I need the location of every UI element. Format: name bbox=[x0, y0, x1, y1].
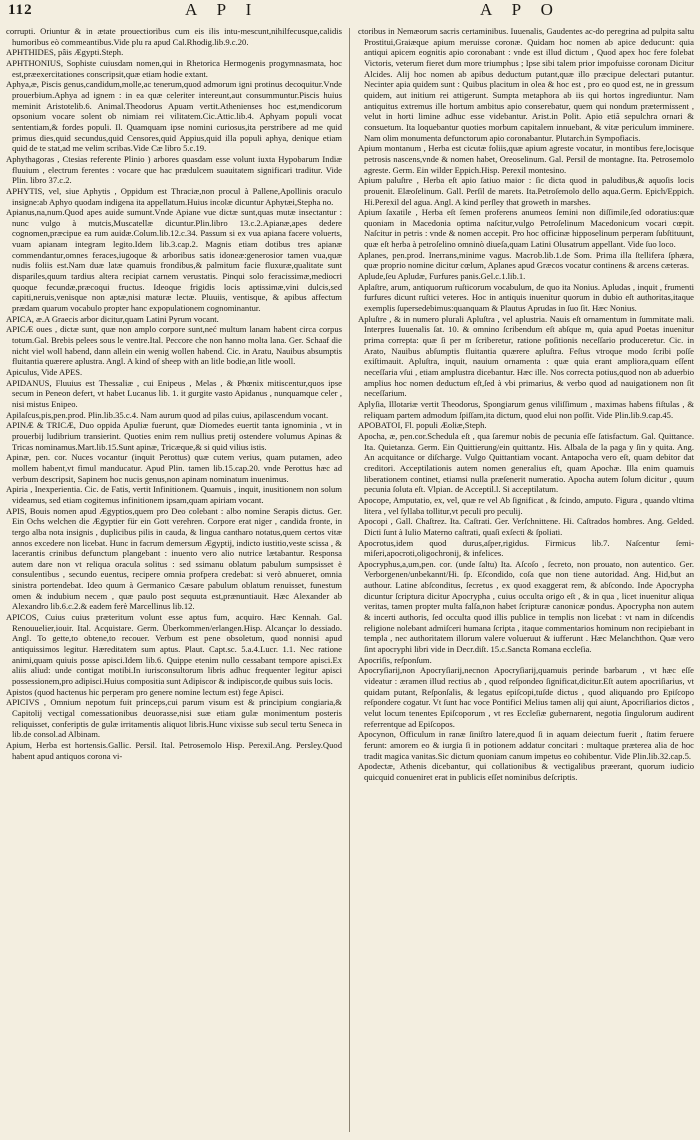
entry: Apocrotus,idem quod durus,aſper,rigidus. Firmicus lib.7. Naſcentur ſemi-miſeri,apocroti,oligochronij, & infelices. bbox=[358, 537, 694, 559]
page-number: 112 bbox=[8, 2, 33, 18]
entry: APHTHIDES, pâis Ægypti.Steph. bbox=[6, 47, 124, 58]
column-divider bbox=[349, 28, 350, 1132]
entry: APHYTIS, vel, siue Aphytis , Oppidum est Thraciæ,non procul à Pallene,Apollinis oraculo insigne:ab Aphyo quodam indigena ita appellatum.Huius incolæ dicuntur Aphytæi,Stepha no. bbox=[6, 185, 342, 207]
page-header bbox=[0, 0, 700, 26]
entry: Apium ſaxatile , Herba eſt ſemen proferens anumeos ſemini non diſſimile,ſed odoratius:quæ quoniam in Macedonia optima naſcitur,vulgo Petroſelinum Macedonicum vocari cœpit. Naſcitur in petris : vnde & nomen accepit. Pro hoc officinæ hipposelinum perperam ſubſtituunt, quæ eſt herba à petroſelino omninò diueſa,quam Latini Olusatrum appellant. Vide ſuo loco. bbox=[358, 207, 694, 250]
entry: Apium paluſtre , Herba eſt apio ſatiuo maior : ſic dicta quod in paludibus,& aquoſis locis prouenit. Elæoſelinum. Gall. Perſil de marets. Ita.Petroſemolo dello aqua.Germ. Epich/Eppich. Hi.Perexil del agua. Angl. A kind perſley that groweth in marshes. bbox=[358, 175, 694, 207]
entry: Aplaſtre, arum, antiquorum ruſticorum vocabulum, de quo ita Nonius. Apludas , inquit , frumenti furfures dicunt ruſtici veteres. Hoc in antiquis inuenitur quorum in dubio eſt authoritas,itaque exemplis ſupersedebimus:quanquam & Plautus Aprudas in ſuo ſit. Hæc Nonius. bbox=[358, 281, 694, 314]
entry: Apianus,na,num.Quod apes auide sumunt.Vnde Apiane vue dictæ sunt,quas mutæ insectantur : nunc vulgo à mutcis,Muscatellæ dicuntur.Plin.libro 13.c.2.Apianæ,apes dedere cognomen,præcipue ea rum auidæ.Colum.lib.12.c.34. Passum si ex vua apiana facere voluerts, vuam apianam integram legito.Idem lib.3.cap.2. Magnis etiam dotibus tres apianæ commendantur,omnes feraces,iugoque & arboribus satis idoneæ:generosior tamen vua,quæ nudis foliis est.Nam duæ latæ quamuis frondibus,& palmitum facie fluxuræ,qualitate sunt dispariles,quum tardius altera recipiat carnem verustatis. Pinqui solo feracissimæ,mediocri quoque fecundæ,præcoqui fructus. Ideoque frigidis locis aptissimæ,vini dulcis,sed capiti,neruis,venisque non aptæ,nisi maturæ lectæ. Pluuiis, ventisque, & apibus affectum prædam quarum vocabulo propter hanc expopulationem cognominantur. bbox=[6, 207, 342, 314]
entry: Apocryſiarij,non Apocryſiarij,necnon Apocryſiarij,quamuis perinde barbarum , vt hæc eſſe videatur : æramen illud rectius ab , quod reſpondeo ſignificat,dicitur.Eſt autem apocriſiarius, vt quidam putant, Reſponſalis, & legatus epiſcopi,tuſde dictus , quod aliquando pro Epiſcopo reſpondere cogatur. Vt ſunt hac voce Pontifici Melius tamen alij qui aiunt, Apocriſiarios dictos , velut locum tenentes Epiſcoporum , vt res Eccleſiæ gubernarent, negotia ſingulorum audirent referrentque ad Epiſcopos. bbox=[358, 665, 694, 729]
entry: APHTHONIUS, Sophiste cuiusdam nomen,qui in Rhetorica Hermogenis progymnasmata, hoc est,præexercitationes conscripsit,quæ etiam hodie extant. bbox=[6, 57, 342, 79]
entry: Apistos (quod hactenus hic perperam pro genere nomine lectum est) fege Apisci. bbox=[6, 686, 284, 697]
entry: APICIVS , Omnium nepotum fuit princeps,cui parum visum est & principium congiaria,& Capitolij vectigal comessationibus deuorasse,nisi suæ etiam gulæ monimentum posteris reliquisset, conferiptis de gulæ irritamentis aliquot libris.Hunc vixisse sub secul tertu Seneca in lib.de consol.ad Albinam. bbox=[6, 697, 342, 740]
entry: Apocryphus,a,um,pen. cor. (unde ſaltu) Ita. Aſcoſo , ſecreto, non prouato, non autentico. Ger. Verborgenen/unbekannt/Hi. ſp. Eſcondido, coſa que non tiene autoridad. Ang. Hid,but an authour. Latine abſconditus, ſecretus , ex quod exaggerat rem, & abſcondo. Inde Apocrypha dicuntur ſcriptura dicitur Apocrypha , cuius occulta origo eſt , & in qua , licet inuenitur aliqua veritas, tamen propter multa falſa,non habet ſcripturæ canonicæ pondus. Apocrypha non autem & incerti authoris, ſed occulta quod illis publice in templis non licebat : vt nam in diſcendis religione nolebant admiſceri humana ſcripta , itaque commentarios hominum non recipiebant in templa , nec authoritatem illorum valere volueruut & iufferunt . Hæc Melanchthon. Quæ vero ſint apocryphi libri vide in Decr.diſt. 15.c.Sancta Romana eccleſia. bbox=[358, 558, 694, 655]
entry: Aplyſia, Illotariæ vertit Theodorus, Spongiarum genus viliſſimum , maximas habens fiſtulas , & reliquam partem admodum ſpiſſam,ita dictum, quod elui non poſſit. Vide Plin.lib.9.cap.45. bbox=[358, 398, 694, 420]
entry: Apocope, Amputatio, ex, vel, quæ re vel Ab ſignificat , & ſcindo, amputo. Figura , quando vltima litera , vel ſyllaba tollitur,vt peculi pro peculij. bbox=[358, 494, 694, 516]
entry: ctoribus in Nemæorum sacris certaminibus. Iuuenalis, Gaudentes ac-do peregrina ad pulpita saltu Prostitui,Graiæque apium meruisse coronæ. Quidam hoc nomen ab apice deducunt: quia antiqui apicem eognitis apio coronabant : vnde est illud dictum , Quod apex hoc fere folebat Victoris, veterum fieret dum more triumphus ; Ipse sibi talem prior impofuisse coronam Dicitur Alcides. Alij hoc nomen ab apibus deductum putant,quæ illo præcipue delectari putantur. Necinter apia quidem sunt : Quibus placitum in olea & hoc est , pro eo quod est, ne in gressum quidem, aut initium rei attigerunt. Sumpta metaphora ab iis qui hortos ingrediuntur. Nam antiquitus extremus ille hortum ambitus apio conserebatur, quem qui nondum prætermissent , velut in horti limine adhuc esse videbantur. Arist.in Polit. Apio etiā sepulchra ornari & consuetum. Ita loquebantur quoties morbum capitalem innuebant, & vitæ periculum imminere. Nam olim monumenta defunctorum apio coronabantur. Plutarch.in Sympofiacis. bbox=[358, 26, 694, 143]
entry: Apluſtre , & in numero plurali Apluſtra , vel aplustria. Nauis eſt ornamentum in ſummitate mali. Interpres Iuuenalis ſat. 10. & omnino ſcribendum eſt abſque m, quia apud Poetas inuenitur prima correpta: quæ ſi per m ſcriberetur, ratione poſitionis neceſſario produceretur. Cic. in Arato, Nauibus abſumptis fluitantia quærere apluſtra. Feſtus vtroque modo ſcribi poſſe exiſtimauit. Apluſtra, inquit, nauium ornamenta : quæ quia erant ampliora,quam eſſent neceſſaria vſui , etiam amplustra dicebantur. Hæc ille. Nos correcta potius,quod non ab aduerbio amplius hoc nomen deductum eſt,ſed à vbi primarius, & verbo quod ad nauigationem non ſit neceſſarium. bbox=[358, 313, 694, 399]
entry: corrupti. Oriuntur & in ætate prouectioribus cum eis ilis intu-mescunt,nihilfecusque,calidis humoribus eò commeantibus.Vide plu ra apud Cal.Rhodig.lib.9.c.20. bbox=[6, 26, 342, 47]
entry: APICA, æ.A Graecis arbor dicitur,quam Latini Pyrum vocant. bbox=[6, 313, 219, 324]
entry: Apinæ, pen. cor. Nuces vocantur (inquit Perottus) quæ cutem verius, quam putamen, adeo mollem habent,vt fimul manducatur. Apud Plin. tamen lib.15.cap.20. vnde Perottus hæc ad verbum descripsit, Sapinem hoc nucis genus,non apinam nominatum inuenimus. bbox=[6, 452, 342, 484]
entry: Apilaſcus,pis,pen.prod. Plin.lib.35.c.4. Nam aurum quod ad pilas cuius, apilascendum vocant. bbox=[6, 409, 329, 420]
entry: Apiculus, Vide APES. bbox=[6, 367, 83, 377]
entry: Apodectæ, Athenis dicebantur, qui collationibus & vectigalibus præerant, quorum iudicio quicquid conueniret erat in publicis eſſet nominibus deſcriptis. bbox=[358, 761, 694, 782]
entry: Apiria , Inexperientia. Cic. de Fatis, vertit Infinitionem. Quamuis , inquit, inusitionem non solum videamus, sed etiam cogitemus infinitionem ipsam,quam apiriam vocant. bbox=[6, 484, 342, 505]
entry: Apium montanum , Herba est cicutæ foliis,quæ apium agreste vocatur, in montibus fere,locisque petrosis nascens,vnde & nomen habet, Oreoselinum. Gal. Persil de montagne. Ita. Petrosemolo agreste. Germ. Ein wilder Eppich.Hisp. Perexil montesino. bbox=[358, 143, 694, 175]
entry: Aphya,æ, Piscis genus,candidum,molle,ac tenerum,quod admorum igni protinus decoquitur.Vnde prouerbium.Aphya ad ignem : in ea quæ celeriter intereunt,aut consummuntur.Piscis huius meminit Aristotelib.6. Animal.Theodorus Apuam vertit.Athenienses hoc est,mendicorum opsonium vocare solent ob nimiam rei vilitatem.Cic.Attic.lib.4. Aphyam populi vocat sententiam,& fordes populi. Il. Quamquam ipse nomini curiosus,ita perstribere ad me quid primus dies,quid secundus,quid Censores,quid Appius,quid illa populi aphya, denique etiam quid de te stat,ad me velim scribas.Vide Cæ libro 5.c.19. bbox=[6, 79, 342, 154]
entry: APIS, Bouis nomen apud Ægyptios,quem pro Deo colebant : albo nomine Serapis dictus. Ger. Ein Ochs welchen die Ægyptier für ein Gott verehren. Corpore erat niger , candida fronte, in tergo alba nota insignis , duplicibus pilis in cauda, & lingua cantharo notatus,quem certos vitæ annos excedere non licebat. Hunc in facrum demersum Ægyptij, indicto iustitio,veste scissa , & lacerantis crinibus defunctum plangebant : inuento vero alio nutrice lætabantur. Responsa autem dare non vt reliqua oracula solitus : sed ssimanu oblatum pabulum sumpsisset è consulentibus , secundo euentus, recipere omnia profpera credebat: si verò abnueret, omnia sinistra portendebat. Ideo quum à Germanico Cæsare pabulum oblatum renuisset, funestum omen & indubium necem , quæ paulo post sequuta est,prænuntiauit. Hæc Alexander ab Alexandro lib.6.c.2.& eadem ferè Marcellinus lib.12. bbox=[6, 505, 342, 612]
left-column bbox=[6, 26, 342, 1134]
entry: APICOS, Cuius cuius præteritum volunt esse aptus fum, acquiro. Hæc Kennah. Gal. Renouuelier,iouir. Ital. Acquistare. Germ. Überkommen/erlangen.Hisp. Alcançar lo dessiado. Angl. To gette,to obtene,to recouer. Verbum est pene obsoletum, quod nonnisi apud antiquissimos legitur. Hæreditatem sum aptus. Plaut. Capt.sc. 5.a.4.Lucr. 1.1. Nec ratione animi,quam quiuis posse apisci.Idem lib.6. Quippe etenim nullo cessabant tempore apisci.Ex aliis aliud: unde contigat motibi.In iurisconsultorum libris adhuc frequenter legitur apisci possessionem,pro adipisci.Huius compositia sunt Adipiscor & indipiscor,de quibus suis locis. bbox=[6, 612, 342, 687]
right-column bbox=[358, 26, 694, 1134]
entry: APINÆ & TRICÆ, Duo oppida Apuliæ fuerunt, quæ Diomedes euertit tanta ignominia , vt in prouerbij ludibrium transierint. Quoties enim rem nullius pretij ostendere volumus Apinas & Tricas nominamus.Mart.lib.15.Sunt apinæ, Tricæque,& si quid vilius istis. bbox=[6, 420, 342, 452]
entry: APOBATOI, Fl. populi Æoliæ,Steph. bbox=[358, 420, 487, 431]
entry: APIDANUS, Fluuius est Thessaliæ , cui Enipeus , Melas , & Phœnix mitiscentur,quos ipse secum in Peneon defert, vt habet Lucanus lib. 1. it gurgite vasto Apidanus , nunquamque celer , nisi mistus Enipeo. bbox=[6, 377, 342, 409]
entry: Apocopi , Gall. Chaſtrez. Ita. Caſtrati. Ger. Verſchnittene. Hi. Caſtrados hombres. Ang. Gelded. Dicti ſunt à Iulio Materno caſtrati, quaſi exſecti & ſpoliati. bbox=[358, 516, 694, 537]
entry: Aphythagoras , Ctesias referente Plinio ) arbores quasdam esse volunt iuxta Hypobarum Indiæ fluuium , electrum ferentes : vocare que hac prædulcem suauitatem significari traditur. Vide Plin. libro 37.c.2. bbox=[6, 153, 342, 186]
entry: Apocha, æ, pen.cor.Schedula eſt , qua ſaremur nobis de pecunia eſſe ſatisfactum. Gal. Quittance. Ita. Quietanza. Germ. Ein Quittierung/ein quittantz. His. Albala de la paga y ſin y quita. Ang. An acquitance or diſcharge. Vulgo Quittantiam vocant. Antapocha vero eſt, quam debitor dat creditori. Acceptilationis autem nomen generalius eſt, quam Apochæ. Illa enim quamuis liberationem continet, etiamsi nulla præſenerit numeratio. Apocha autem ſolum dicitur , quum pecunia ſoluta eſt. Vlpian. de Acceptil.l. Si acceptilatum. bbox=[358, 430, 694, 495]
running-head-right: A P O bbox=[480, 0, 561, 19]
entry: APICÆ oues , dictæ sunt, quæ non amplo corpore sunt,neć multum lanam habent circa corpus totum.Gal. Brebis pelees sous le ventre.Ital. Peccore che non hanno molta lana. Ger. Schaaf die nicht viel woll habend, dann allein ein wenig wollen habend. Cic. in Aratu, Nauibus absumptis fluitantia quærere aplustra. Angl. A kind of sheep with an litle bodie,an litle wooll. bbox=[6, 324, 342, 367]
entry: Aplude,ſeu Apludæ, Furfures panis.Gel.c.1.lib.1. bbox=[358, 271, 526, 282]
entry: Apium, Herba est hortensis.Gallic. Persil. Ital. Petrosemolo Hisp. Perexil.Ang. Persley.Quod habent apud antiquos corona vi- bbox=[6, 739, 342, 761]
entry: Aplanes, pen.prod. Inerrans,minime vagus. Macrob.lib.1.de Som. Prima illa ſtellifera ſphæra, quæ proprio nomine dicitur cœlum, Aplanes apud Græcos vocatur continens & arcens cæteras. bbox=[358, 249, 694, 271]
entry: Apocynon, Officulum in ranæ ſiniſtro latere,quod ſi in aquam deiectum fuerit , ſtatim feruere ferunt: amorem eo & iurgia ſi in potionem addatur concitari : multaque præterea alia de hoc tradit magica vanitas.Sic dictum quoniam canum impetus eo cohibentur. Vide Plin.lib.32.cap.5. bbox=[358, 729, 694, 761]
running-head-left: A P I bbox=[185, 0, 260, 19]
entry: Apocriſis, reſponſum. bbox=[358, 654, 432, 665]
